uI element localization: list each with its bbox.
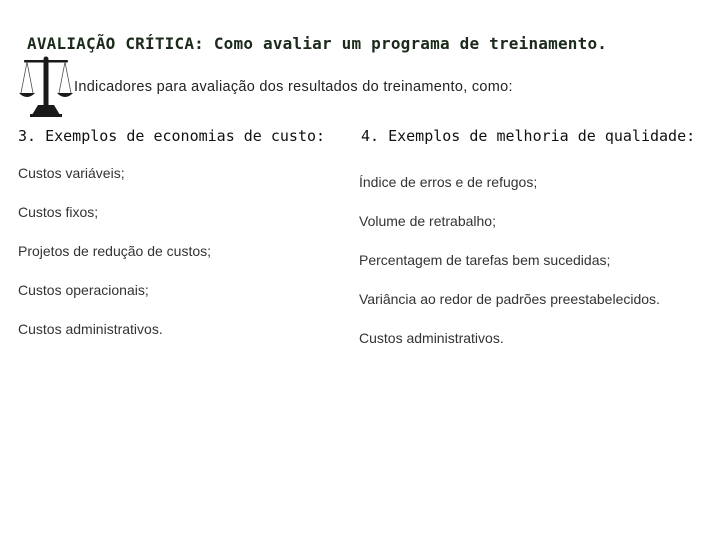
list-item: Índice de erros e de refugos; bbox=[359, 174, 538, 190]
list-item: Percentagem de tarefas bem sucedidas; bbox=[359, 252, 611, 268]
quality-improvement-list bbox=[359, 174, 660, 369]
subtitle: Indicadores para avaliação dos resultados do treinamento, como: bbox=[74, 79, 513, 95]
list-item: Custos variáveis; bbox=[18, 165, 125, 181]
list-item: Custos administrativos. bbox=[359, 330, 504, 346]
list-item: Projetos de redução de custos; bbox=[18, 243, 212, 259]
page-title: AVALIAÇÃO CRÍTICA: Como avaliar um programa de treinamento. bbox=[27, 34, 608, 53]
quality-improvement-heading: 4. Exemplos de melhoria de qualidade: bbox=[361, 127, 696, 145]
list-item: Volume de retrabalho; bbox=[359, 213, 496, 229]
cost-savings-list bbox=[18, 165, 211, 360]
list-item: Custos fixos; bbox=[18, 204, 99, 220]
list-item: Variância ao redor de padrões preestabelecidos. bbox=[359, 291, 660, 307]
cost-savings-heading: 3. Exemplos de economias de custo: bbox=[18, 127, 326, 145]
scale-of-justice-icon bbox=[18, 55, 74, 117]
list-item: Custos operacionais; bbox=[18, 282, 149, 298]
list-item: Custos administrativos. bbox=[18, 321, 163, 337]
